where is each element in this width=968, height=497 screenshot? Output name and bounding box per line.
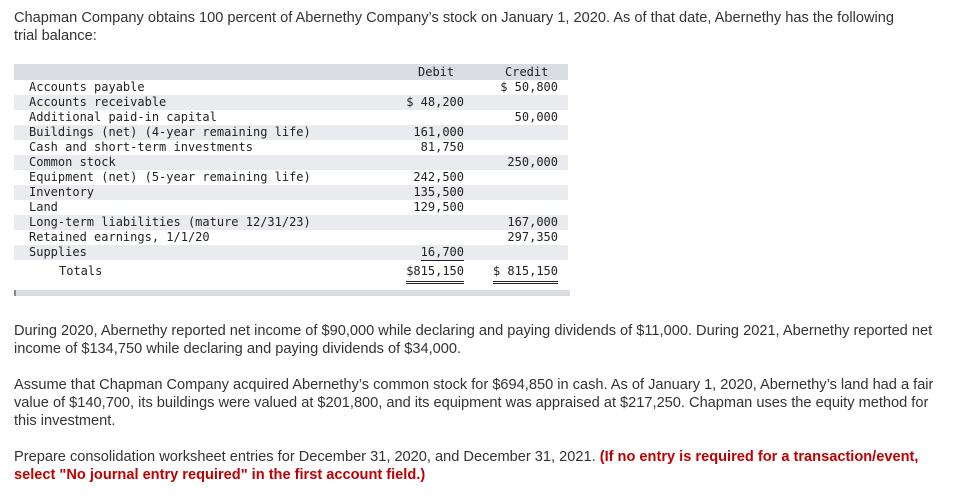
row-label: Common stock (29, 155, 116, 169)
row-label: Retained earnings, 1/1/20 (29, 230, 210, 244)
totals-debit: $815,150 (406, 262, 464, 284)
instructions-text: Prepare consolidation worksheet entries for December 31, 2020, and December 31, 2021. (14, 449, 596, 465)
totals-credit: $ 815,150 (493, 262, 558, 284)
row-label: Accounts payable (29, 80, 145, 94)
totals-row (14, 262, 568, 280)
instructions-note: (If no entry is required for a transaction/event, select "No journal entry required" in the first account field.) (14, 449, 919, 483)
table-row (14, 245, 568, 260)
row-label: Supplies (29, 245, 87, 259)
row-label: Additional paid-in capital (29, 110, 217, 124)
row-credit: 167,000 (507, 215, 558, 229)
row-debit: 242,500 (413, 170, 464, 184)
table-row (14, 110, 568, 125)
table-row (14, 215, 568, 230)
table-row (14, 95, 568, 110)
table-row (14, 170, 568, 185)
row-debit: 161,000 (413, 125, 464, 139)
row-debit: 135,500 (413, 185, 464, 199)
row-credit: 297,350 (507, 230, 558, 244)
row-label: Buildings (net) (4-year remaining life) (29, 125, 311, 139)
table-header (14, 64, 568, 80)
row-debit: 81,750 (420, 140, 464, 154)
table-row (14, 185, 568, 200)
credit-header: Credit (505, 65, 549, 79)
table-row (14, 200, 568, 215)
table-body (14, 80, 568, 260)
table-row (14, 140, 568, 155)
table-row (14, 80, 568, 95)
trial-balance-table (14, 64, 568, 280)
paragraph-acquisition: Assume that Chapman Company acquired Abernethy’s common stock for $694,850 in cash. As of January 1, 2020, Abernethy’s land had a fair value of $140,700, its buildings were valued at $201,800, and its equipment was appraised at $217,250. Chapman uses the equity method for this investment. (14, 377, 934, 429)
table-row (14, 125, 568, 140)
row-credit: 50,000 (514, 110, 558, 124)
row-credit: 250,000 (507, 155, 558, 169)
debit-header: Debit (418, 65, 455, 79)
row-label: Equipment (net) (5-year remaining life) (29, 170, 311, 184)
paragraph-instructions (14, 448, 944, 484)
row-debit: 16,700 (420, 245, 464, 259)
paragraph-net-income: During 2020, Abernethy reported net income of $90,000 while declaring and paying dividends of $11,000. During 2021, Abernethy reported net income of $134,750 while declaring and paying dividends of $34,000. (14, 323, 933, 357)
row-credit: $ 50,800 (500, 80, 558, 94)
row-label: Inventory (29, 185, 95, 199)
intro-paragraph: Chapman Company obtains 100 percent of Abernethy Company’s stock on January 1, 2020. As of that date, Abernethy has the following trial balance: (14, 10, 894, 44)
row-label: Accounts receivable (29, 95, 167, 109)
row-debit: 129,500 (413, 200, 464, 214)
row-label: Long-term liabilities (mature 12/31/23) (29, 215, 311, 229)
table-row (14, 155, 568, 170)
row-label: Cash and short-term investments (29, 140, 253, 154)
row-label: Land (29, 200, 58, 214)
table-row (14, 230, 568, 245)
table-bottom-bar (14, 290, 570, 296)
totals-label: Totals (59, 264, 103, 278)
row-debit: $ 48,200 (406, 95, 464, 109)
